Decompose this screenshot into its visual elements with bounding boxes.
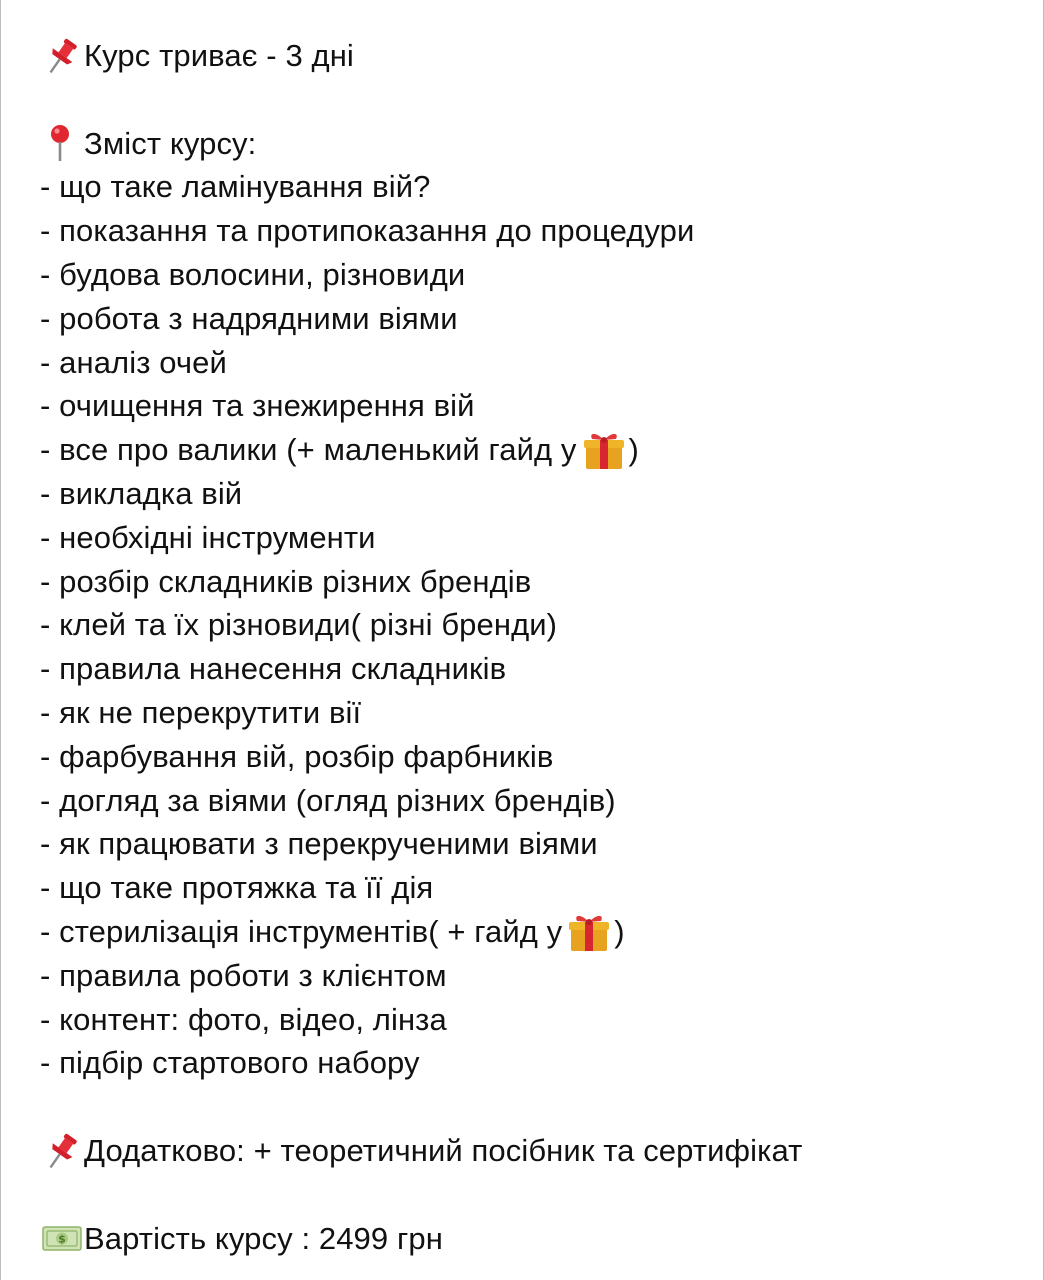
contents-title-line [40, 122, 1030, 166]
round-pushpin-icon [40, 123, 84, 163]
list-item: - фарбування вій, розбір фарбників [40, 738, 554, 774]
list-item: - показання та протипоказання до процедури [40, 213, 695, 249]
price-text: Вартість курсу : 2499 грн [84, 1220, 443, 1256]
list-item: - правила нанесення складників [40, 651, 507, 687]
list-item: - що таке протяжка та її дія [40, 870, 434, 906]
svg-text:$: $ [58, 1232, 66, 1246]
wrapped-gift-icon [581, 429, 627, 471]
pushpin-icon [40, 1131, 84, 1171]
pushpin-icon [40, 36, 84, 76]
contents-title: Зміст курсу: [84, 125, 257, 161]
list-item: - як не перекрутити вії [40, 694, 362, 730]
list-item: - робота з надрядними віями [40, 300, 458, 336]
price-line [40, 1217, 1030, 1261]
list-item: - догляд за віями (огляд різних брендів) [40, 782, 616, 818]
duration-line [40, 34, 1030, 78]
dollar-banknote-icon [40, 1218, 84, 1258]
list-item: - правила роботи з клієнтом [40, 957, 447, 993]
duration-text: Курс триває - 3 дні [84, 38, 354, 73]
list-item: - необхідні інструменти [40, 519, 376, 555]
list-item: - викладка вій [40, 475, 243, 511]
list-item: - підбір стартового набору [40, 1045, 420, 1081]
list-item: - стерилізація інструментів( + гайд у ) [40, 910, 1030, 954]
list-item: - аналіз очей [40, 344, 227, 380]
wrapped-gift-icon [566, 911, 612, 953]
list-item: - клей та їх різновиди( різні бренди) [40, 607, 558, 643]
list-item: - що таке ламінування вій? [40, 169, 431, 205]
list-item: - очищення та знежирення вій [40, 388, 475, 424]
course-description [40, 34, 1030, 1260]
list-item: - все про валики (+ маленький гайд у ) [40, 428, 1030, 472]
extra-line [40, 1129, 1030, 1173]
list-item: - контент: фото, відео, лінза [40, 1001, 447, 1037]
list-item: - як працювати з перекрученими віями [40, 826, 598, 862]
extra-text: Додатково: + теоретичний посібник та сертифікат [84, 1132, 803, 1168]
list-item: - розбір складників різних брендів [40, 563, 532, 599]
list-item: - будова волосини, різновиди [40, 256, 466, 292]
